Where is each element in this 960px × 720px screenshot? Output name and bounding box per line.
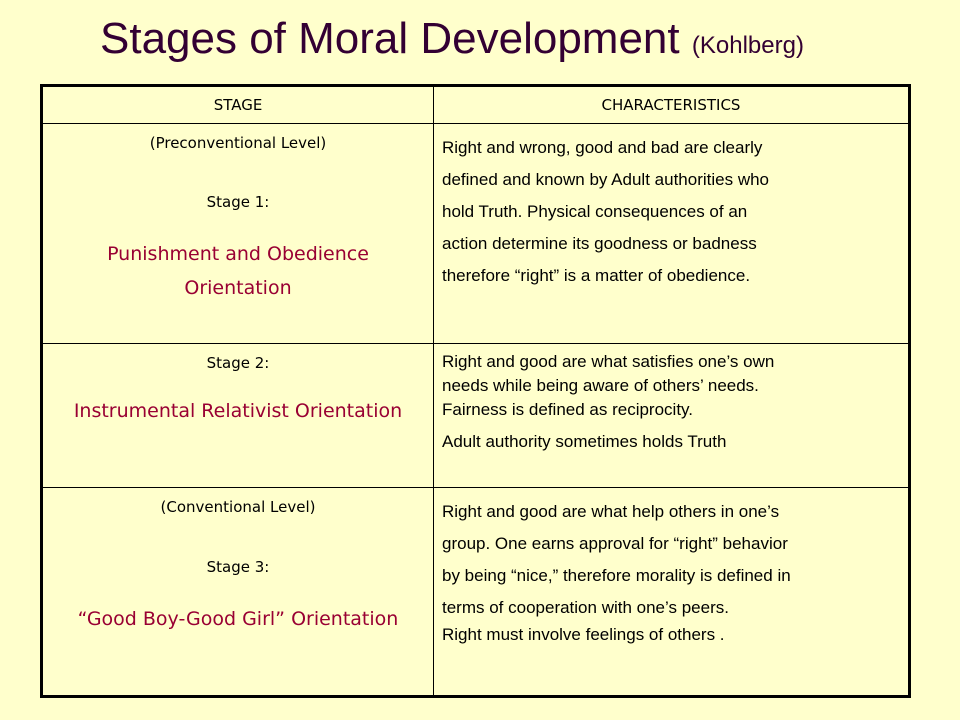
stage-cell-2: [42, 344, 434, 488]
orientation-label: Punishment and Obedience: [107, 243, 369, 265]
characteristics-cell-2: [434, 344, 910, 488]
level-label: (Conventional Level): [160, 498, 316, 516]
orientation-label: Instrumental Relativist Orientation: [73, 400, 403, 422]
characteristics-line: hold Truth. Physical consequences of an: [442, 202, 748, 221]
characteristics-line: defined and known by Adult authorities who: [442, 170, 770, 189]
level-label: (Preconventional Level): [149, 134, 327, 152]
stage-number: Stage 1:: [206, 193, 270, 211]
slide-title: [100, 14, 804, 64]
characteristics-line: action determine its goodness or badness: [442, 234, 757, 253]
characteristics-line: Right and good are what satisfies one’s own: [442, 352, 775, 371]
orientation-label: Orientation: [184, 277, 292, 299]
stage-number: Stage 2:: [206, 354, 270, 372]
table-row: [42, 488, 910, 697]
characteristics-line: needs while being aware of others’ needs.: [442, 376, 759, 395]
characteristics-line: therefore “right” is a matter of obedience.: [442, 266, 751, 285]
stage-cell-3: [42, 488, 434, 697]
orientation-label: “Good Boy-Good Girl” Orientation: [77, 608, 399, 630]
characteristics-cell-3: [434, 488, 910, 697]
header-characteristics: CHARACTERISTICS: [434, 86, 910, 124]
characteristics-line: by being “nice,” therefore morality is defined in: [442, 566, 791, 585]
table-row: [42, 124, 910, 344]
characteristics-line: group. One earns approval for “right” behavior: [442, 534, 788, 553]
stages-table: [40, 84, 911, 698]
stage-cell-1: [42, 124, 434, 344]
table-row: [42, 344, 910, 488]
table-header-row: [42, 86, 910, 124]
characteristics-line: Right and wrong, good and bad are clearly: [442, 138, 763, 157]
title-subtitle: (Kohlberg): [691, 32, 804, 59]
characteristics-line: terms of cooperation with one’s peers.: [442, 598, 729, 617]
header-stage: STAGE: [42, 86, 434, 124]
characteristics-line: Right must involve feelings of others .: [442, 625, 725, 644]
characteristics-cell-1: [434, 124, 910, 344]
characteristics-line: Fairness is defined as reciprocity.: [442, 400, 694, 419]
stage-number: Stage 3:: [206, 558, 270, 576]
characteristics-line: Right and good are what help others in one’s: [442, 502, 780, 521]
title-main: Stages of Moral Development: [100, 14, 680, 63]
characteristics-line: Adult authority sometimes holds Truth: [442, 432, 727, 451]
